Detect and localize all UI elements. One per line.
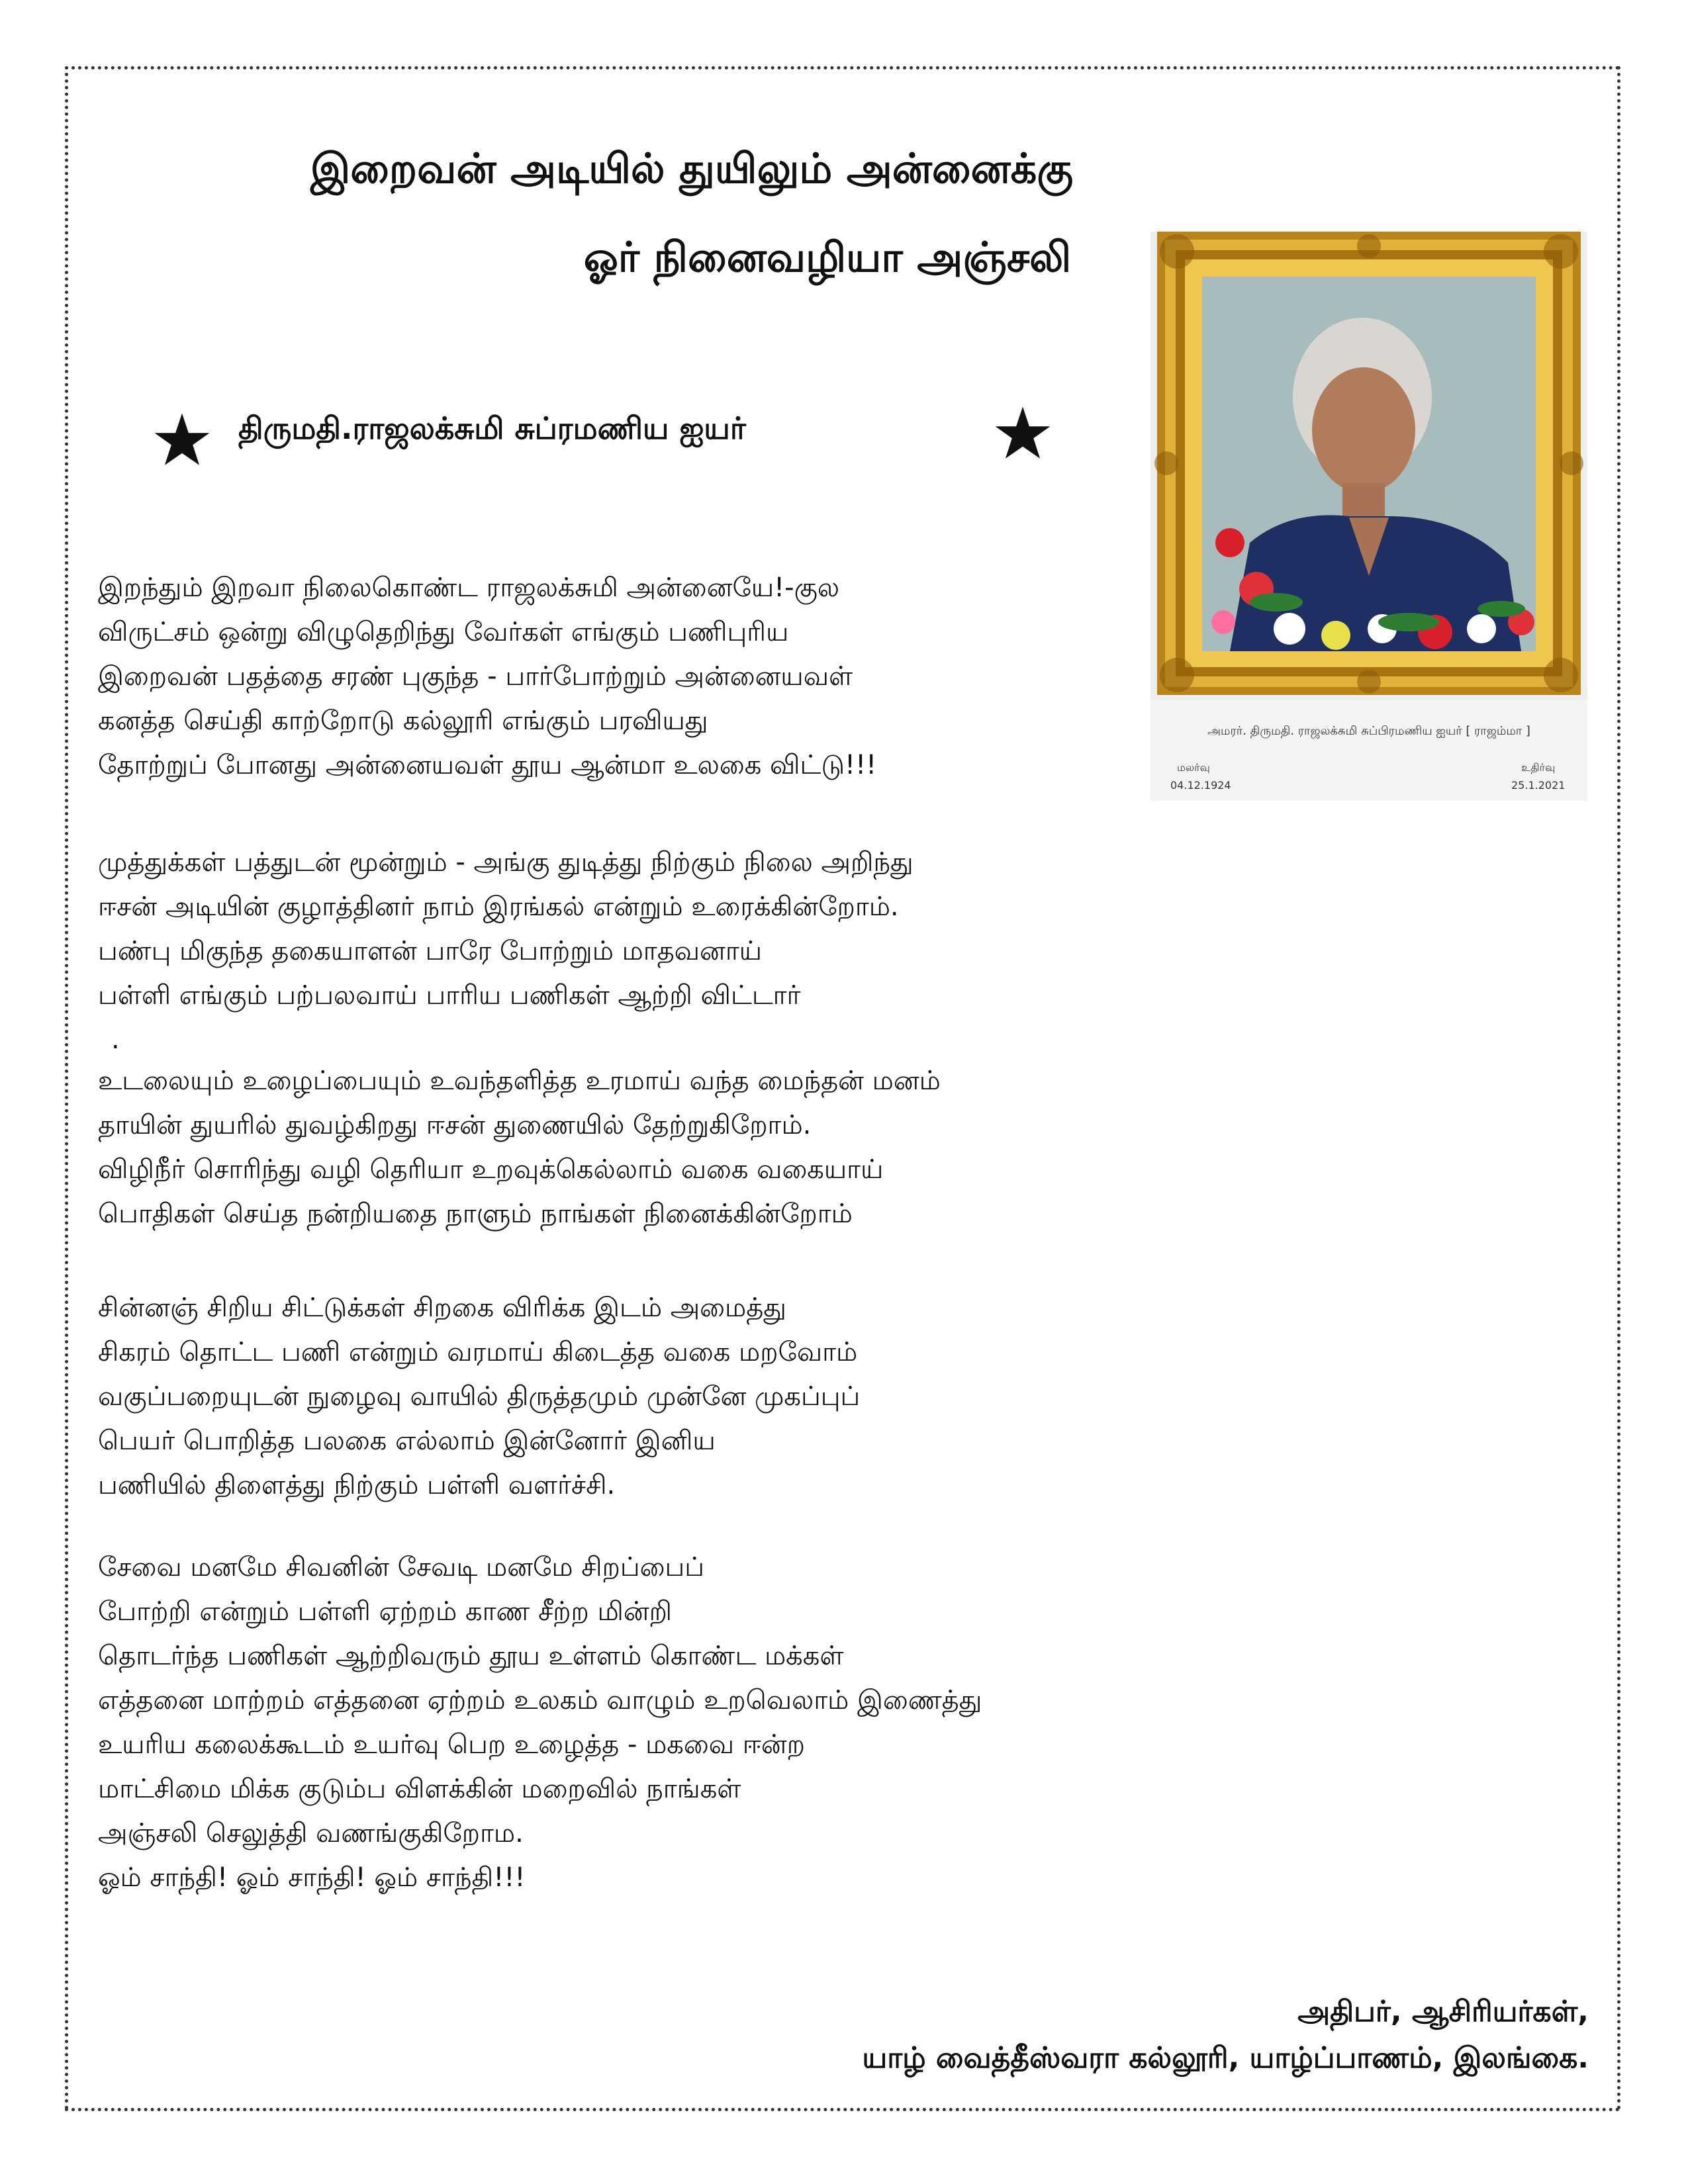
poem-line: போற்றி என்றும் பள்ளி ஏற்றம் காண சீற்ற மின்றி	[98, 1596, 673, 1627]
birth-date: 04.12.1924	[1170, 779, 1231, 792]
poem-line: சின்னஞ் சிறிய சிட்டுக்கள் சிறகை விரிக்க இடம் அமைத்து	[98, 1293, 786, 1323]
poem-line: பணியில் திளைத்து நிற்கும் பள்ளி வளர்ச்சி.	[98, 1470, 616, 1500]
poem-line: ஈசன் அடியின் குழாத்தினர் நாம் இரங்கல் என்றும் உரைக்கின்றோம்.	[98, 891, 899, 922]
poem-line: இறந்தும் இறவா நிலைகொண்ட ராஜலக்சுமி அன்னையே!-குல	[98, 572, 840, 603]
honoree-row	[146, 390, 1072, 483]
poem-line: பண்பு மிகுந்த தகையாளன் பாரே போற்றும் மாதவனாய்	[98, 936, 763, 966]
poem-line: தோற்றுப் போனது அன்னையவள் தூய ஆன்மா உலகை விட்டு!!!	[98, 750, 877, 780]
poem-line: ஓம் சாந்தி! ஓம் சாந்தி! ஓம் சாந்தி!!!	[98, 1862, 526, 1893]
honoree-name: திருமதி.ராஜலக்சுமி சுப்ரமணிய ஐயர்	[238, 410, 746, 446]
poem-line: முத்துக்கள் பத்துடன் மூன்றும் - அங்கு துடித்து நிற்கும் நிலை அறிந்து	[98, 847, 914, 878]
poem-stanza-2	[98, 841, 914, 1018]
signature-line-1: அதிபர், ஆசிரியர்கள்,	[1297, 1995, 1589, 2028]
poem-stanza-3	[98, 1059, 941, 1236]
death-date: 25.1.2021	[1511, 779, 1566, 792]
signature-block	[862, 1989, 1589, 2081]
poem-line: உயரிய கலைக்கூடம் உயர்வு பெற உழைத்த - மகவை ஈன்ற	[98, 1729, 805, 1760]
poem-stanza-5	[98, 1545, 982, 1900]
poem-line: பொதிகள் செய்த நன்றியதை நாளும் நாங்கள் நினைக்கின்றோம்	[98, 1199, 853, 1229]
poem-line: சேவை மனமே சிவனின் சேவடி மனமே சிறப்பைப்	[98, 1552, 704, 1582]
page-title: இறைவன் அடியில் துயிலும் அன்னைக்கு	[310, 144, 1074, 193]
birth-label: மலர்வு	[1177, 761, 1210, 774]
photo-caption: அமரர். திருமதி. ராஜலக்சுமி சுப்பிரமணிய ஐயர் [ ராஜம்மா ]	[1207, 724, 1530, 738]
page-subtitle: ஓர் நினைவழியா அஞ்சலி	[583, 233, 1072, 281]
poem-line: அஞ்சலி செலுத்தி வணங்குகிறோம.	[98, 1818, 524, 1848]
poem-line: பள்ளி எங்கும் பற்பலவாய் பாரிய பணிகள் ஆற்றி விட்டார்	[98, 980, 801, 1011]
framed-portrait	[1150, 232, 1587, 801]
poem-line: பெயர் பொறித்த பலகை எல்லாம் இன்னோர் இனிய	[98, 1426, 716, 1456]
poem-stanza-1	[98, 566, 876, 788]
poem-line: எத்தனை மாற்றம் எத்தனை ஏற்றம் உலகம் வாழும் உறவெலாம் இணைத்து	[98, 1685, 982, 1715]
separator-dot: .	[111, 1024, 120, 1055]
poem-line: மாட்சிமை மிக்க குடும்ப விளக்கின் மறைவில் நாங்கள்	[98, 1774, 741, 1804]
memorial-photo	[1150, 232, 1587, 801]
poem-line: தொடர்ந்த பணிகள் ஆற்றிவரும் தூய உள்ளம் கொண்ட மக்கள்	[98, 1641, 844, 1671]
poem-line: விழிநீர் சொரிந்து வழி தெரியா உறவுக்கெல்லாம் வகை வகையாய்	[98, 1154, 884, 1185]
poem-line: உடலையும் உழைப்பையும் உவந்தளித்த உரமாய் வந்த மைந்தன் மனம்	[98, 1066, 941, 1096]
poem-line: வகுப்பறையுடன் நுழைவு வாயில் திருத்தமும் முன்னே முகப்புப்	[98, 1381, 861, 1412]
poem-line: தாயின் துயரில் துவழ்கிறது ஈசன் துணையில் தேற்றுகிறோம்.	[98, 1110, 812, 1140]
poem-line: இறைவன் பதத்தை சரண் புகுந்த - பார்போற்றும் அன்னையவள்	[98, 661, 853, 692]
death-label: உதிர்வு	[1521, 761, 1556, 774]
poem-line: கனத்த செய்தி காற்றோடு கல்லூரி எங்கும் பரவியது	[98, 705, 708, 736]
star-icon	[152, 410, 212, 470]
signature-line-2: யாழ் வைத்தீஸ்வரா கல்லூரி, யாழ்ப்பாணம், இலங்கை.	[862, 2041, 1589, 2075]
star-icon	[993, 404, 1053, 463]
poem-line: சிகரம் தொட்ட பணி என்றும் வரமாய் கிடைத்த வகை மறவோம்	[98, 1337, 858, 1367]
poem-stanza-4	[98, 1286, 860, 1508]
poem-line: விருட்சம் ஒன்று விழுதெறிந்து வேர்கள் எங்கும் பணிபுரிய	[98, 617, 789, 647]
